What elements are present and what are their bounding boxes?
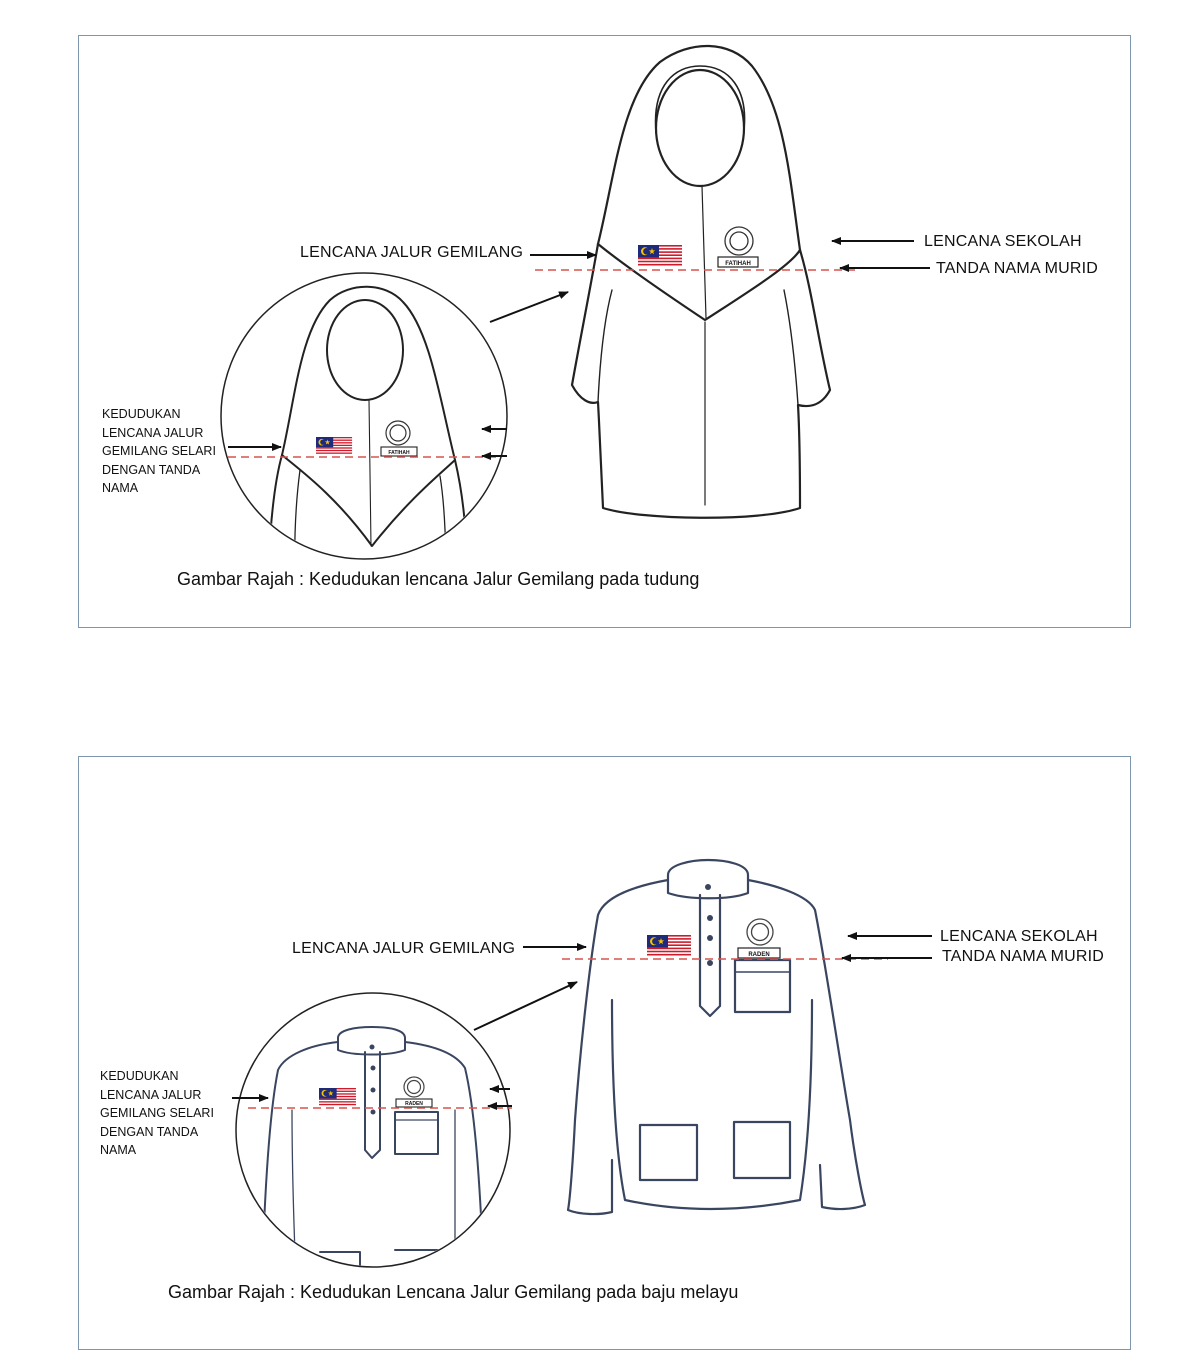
tudung-figure	[572, 46, 830, 518]
baju-flag-label: LENCANA JALUR GEMILANG	[292, 940, 516, 957]
tudung-name-label: TANDA NAMA MURID	[936, 260, 1099, 277]
tudung-zoom-name-text: FATIHAH	[388, 450, 410, 456]
tudung-school-label: LENCANA SEKOLAH	[924, 233, 1082, 250]
tudung-flag-label: LENCANA JALUR GEMILANG	[300, 244, 524, 261]
tudung-zoom-arrow	[490, 292, 568, 322]
baju-figure	[568, 860, 865, 1214]
tudung-name-tag-text: FATIHAH	[725, 261, 751, 267]
tudung-school-badge	[725, 227, 753, 255]
baju-school-label: LENCANA SEKOLAH	[940, 928, 1098, 945]
baju-caption: Gambar Rajah : Kedudukan Lencana Jalur Gemilang pada baju melayu	[168, 1282, 739, 1302]
tudung-zoom-circle	[221, 273, 507, 580]
tudung-caption: Gambar Rajah : Kedudukan lencana Jalur Gemilang pada tudung	[177, 569, 700, 589]
baju-zoom-arrow	[474, 982, 577, 1030]
baju-zoom-name-text: RADEN	[405, 1101, 423, 1107]
baju-name-label: TANDA NAMA MURID	[942, 948, 1105, 965]
baju-zoom-note: KEDUDUKAN LENCANA JALUR GEMILANG SELARI DENGAN TANDA NAMA	[100, 1069, 214, 1157]
tudung-flag-badge	[638, 245, 682, 267]
baju-buttons	[705, 884, 713, 966]
baju-zoom-circle	[232, 993, 512, 1280]
baju-school-badge	[747, 919, 773, 945]
baju-flag-badge	[647, 935, 691, 957]
baju-name-tag-text: RADEN	[748, 952, 770, 958]
tudung-zoom-note: KEDUDUKAN LENCANA JALUR GEMILANG SELARI DENGAN TANDA NAMA	[102, 407, 216, 495]
